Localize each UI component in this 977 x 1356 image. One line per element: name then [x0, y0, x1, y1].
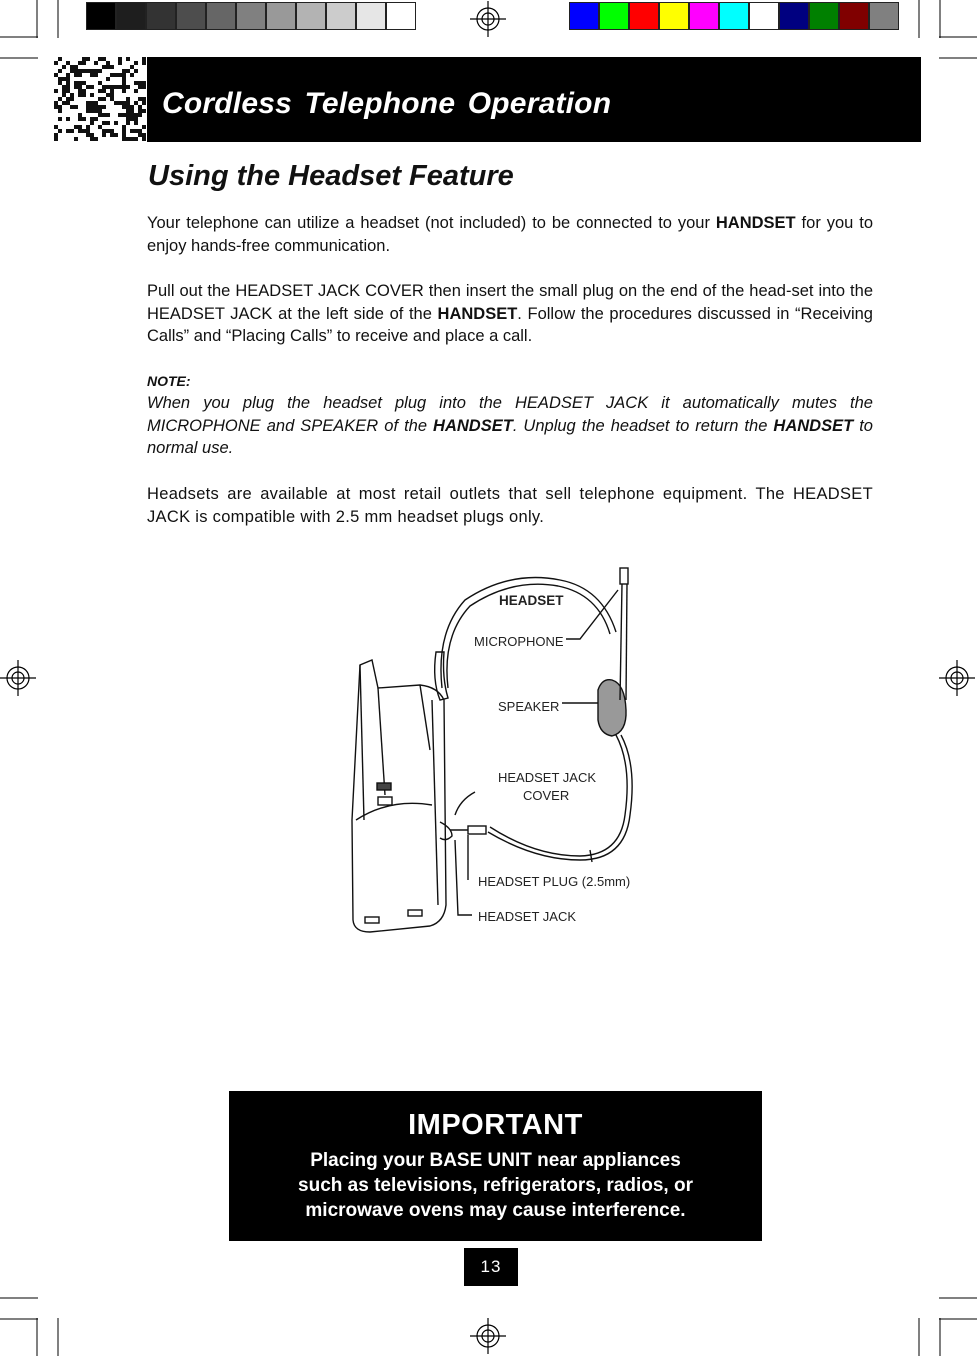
registration-target-right: [939, 660, 975, 696]
instructions-paragraph: Pull out the HEADSET JACK COVER then insert the small plug on the end of the head-set into the HEADSET JACK at the left side of the HANDSET. Follow the procedures discussed in “Receiving Calls” and “Placing Calls” to receive and place a call.: [147, 282, 873, 345]
headset-jack-label: HEADSET JACK: [478, 909, 577, 924]
important-text: [229, 1148, 762, 1223]
headset-plug-label: HEADSET PLUG (2.5mm): [478, 874, 631, 889]
pattern-logo: [54, 56, 146, 142]
note-label: NOTE:: [147, 373, 191, 389]
jack-cover-label-line1: HEADSET JACK: [498, 770, 597, 785]
important-notice: [229, 1091, 762, 1241]
important-line-2: such as televisions, refrigerators, radios, or: [298, 1175, 693, 1196]
registration-target-bottom: [470, 1318, 506, 1354]
registration-target-top: [470, 1, 506, 37]
important-line-1: Placing your BASE UNIT near appliances: [310, 1150, 681, 1171]
jack-cover-label-line2: COVER: [523, 788, 570, 803]
note-paragraph: When you plug the headset plug into the HEADSET JACK it automatically mutes the MICROPHONE and SPEAKER of the HANDSET. Unplug the headset to return the HANDSET to normal use.: [147, 394, 873, 457]
headset-label: HEADSET: [499, 593, 564, 608]
availability-paragraph: Headsets are available at most retail outlets that sell telephone equipment. The HEADSET JACK is compatible with 2.5 mm headset plugs only.: [147, 485, 873, 526]
headset-diagram: [340, 560, 660, 950]
important-title: IMPORTANT: [408, 1109, 583, 1141]
registration-target-left: [0, 660, 36, 696]
page-header-title: Cordless Telephone Operation: [162, 87, 612, 120]
microphone-label: MICROPHONE: [474, 634, 564, 649]
speaker-illustration: [598, 680, 626, 736]
speaker-label: SPEAKER: [498, 699, 560, 714]
important-line-3: microwave ovens may cause interference.: [305, 1200, 686, 1221]
intro-paragraph: Your telephone can utilize a headset (not included) to be connected to your HANDSET for you to enjoy hands-free communication.: [147, 214, 873, 255]
page-number: 13: [464, 1248, 518, 1286]
section-title: Using the Headset Feature: [148, 160, 514, 192]
